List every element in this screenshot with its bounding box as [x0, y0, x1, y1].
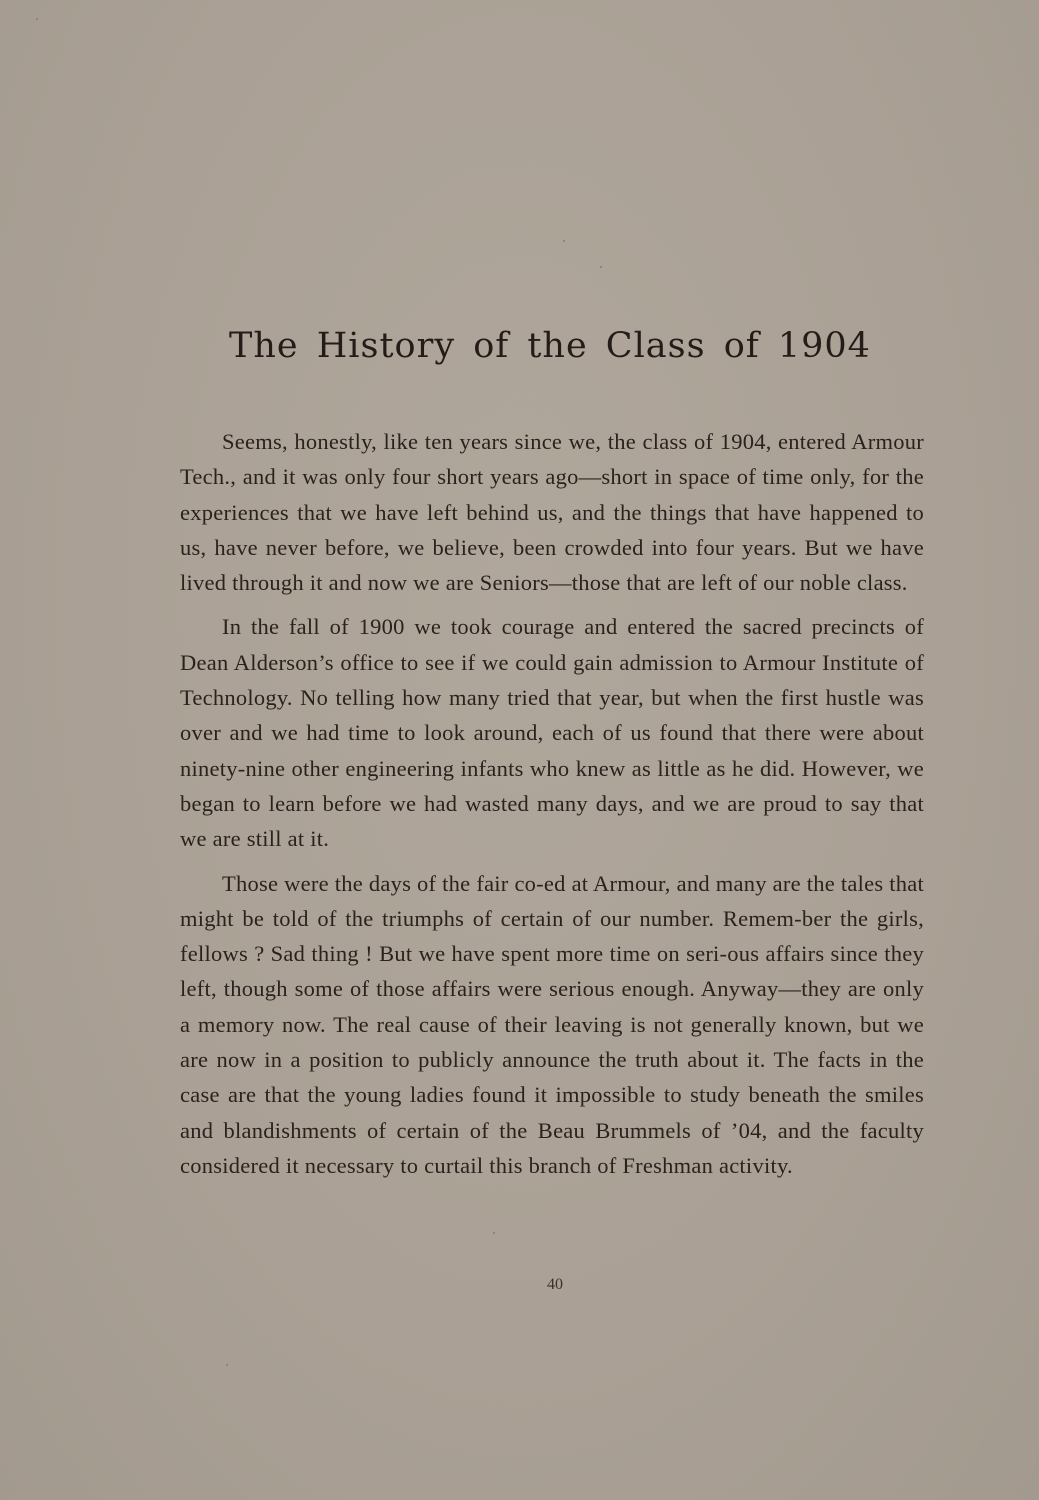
page-number: 40 — [547, 1276, 563, 1293]
page-title: The History of the Class of 1904 — [229, 326, 871, 366]
paper-speck — [36, 18, 38, 20]
paper-speck — [600, 266, 602, 268]
paper-speck — [493, 1232, 495, 1234]
paper-speck — [563, 240, 565, 242]
paragraph-2: In the fall of 1900 we took courage and entered the sacred precincts of Dean Alderson’s office to see if we could gain admission to Armour Institute of Technology. No telling how many tried that year, but when the first hustle was over and we had time to look around, each of us found that there were about ninety-nine other engineering infants who knew as little as he did. However, we began to learn before we had wasted many days, and we are proud to say that we are still at it. — [180, 614, 924, 852]
paragraph-3: Those were the days of the fair co-ed at Armour, and many are the tales that might be told of the triumphs of certain of our number. Remem-ber the girls, fellows ? Sad thing ! But we have spent more time on seri-ous affairs since they left, though some of those affairs were serious enough. Anyway—they are only a memory now. The real cause of their leaving is not generally known, but we are now in a position to publicly announce the truth about it. The facts in the case are that the young ladies found it impossible to study beneath the smiles and blandishments of certain of the Beau Brummels of ’04, and the faculty considered it necessary to curtail this branch of Freshman activity. — [180, 870, 924, 1178]
article-body — [180, 424, 924, 1183]
paper-speck — [226, 1364, 228, 1366]
paragraph-1: Seems, honestly, like ten years since we, the class of 1904, entered Armour Tech., and it was only four short years ago—short in space of time only, for the experiences that we have left behind us, and the things that have happened to us, have never before, we believe, been crowded into four years. But we have lived through it and now we are Seniors—those that are left of our noble class. — [180, 429, 924, 596]
